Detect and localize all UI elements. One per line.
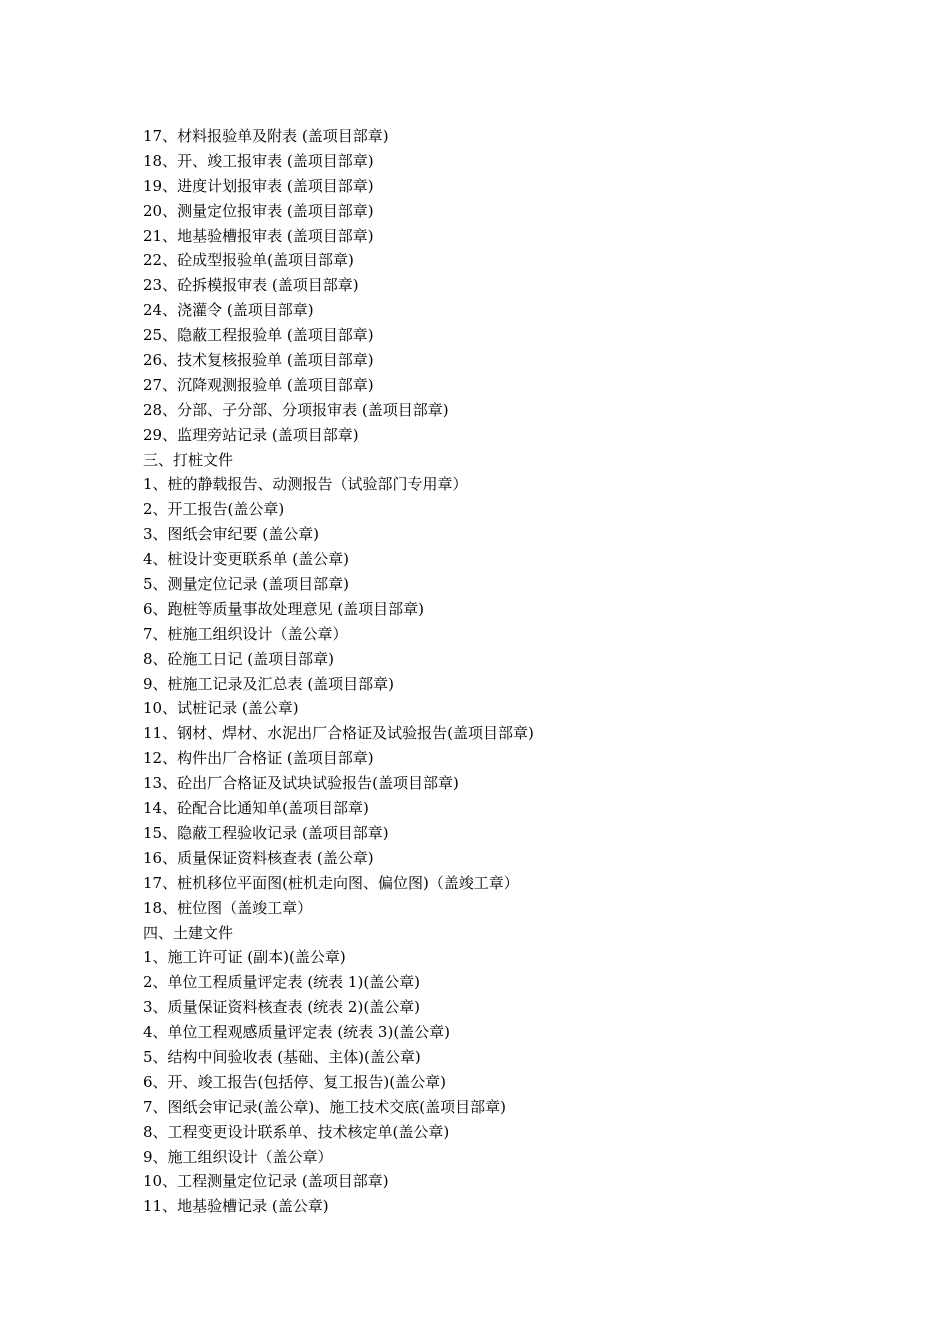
document-line: 18、桩位图（盖竣工章） — [143, 898, 313, 917]
document-line: 13、砼出厂合格证及试块试验报告(盖项目部章) — [143, 774, 459, 793]
document-line: 12、构件出厂合格证 (盖项目部章) — [143, 749, 374, 768]
document-line: 1、施工许可证 (副本)(盖公章) — [143, 948, 346, 967]
document-line: 2、开工报告(盖公章) — [143, 500, 285, 519]
document-line: 三、打桩文件 — [143, 450, 234, 469]
document-line: 28、分部、子分部、分项报审表 (盖项目部章) — [143, 400, 449, 419]
document-line: 5、结构中间验收表 (基础、主体)(盖公章) — [143, 1047, 421, 1066]
document-line: 7、桩施工组织设计（盖公章） — [143, 624, 348, 643]
document-line: 8、工程变更设计联系单、技术核定单(盖公章) — [143, 1122, 450, 1141]
document-line: 6、跑桩等质量事故处理意见 (盖项目部章) — [143, 599, 425, 618]
document-line: 14、砼配合比通知单(盖项目部章) — [143, 799, 369, 818]
document-line: 18、开、竣工报审表 (盖项目部章) — [143, 151, 374, 170]
document-line: 9、施工组织设计（盖公章） — [143, 1147, 333, 1166]
document-line: 17、材料报验单及附表 (盖项目部章) — [143, 127, 389, 145]
document-line: 16、质量保证资料核查表 (盖公章) — [143, 848, 374, 867]
document-line: 25、隐蔽工程报验单 (盖项目部章) — [143, 326, 374, 345]
document-line: 11、钢材、焊材、水泥出厂合格证及试验报告(盖项目部章) — [143, 724, 534, 743]
document-line: 8、砼施工日记 (盖项目部章) — [143, 649, 335, 668]
document-line: 24、浇灌令 (盖项目部章) — [143, 301, 314, 320]
document-line: 20、测量定位报审表 (盖项目部章) — [143, 201, 374, 220]
document-line: 10、试桩记录 (盖公章) — [143, 699, 299, 718]
document-line: 11、地基验槽记录 (盖公章) — [143, 1197, 329, 1216]
document-line: 15、隐蔽工程验收记录 (盖项目部章) — [143, 823, 389, 842]
document-line: 27、沉降观测报验单 (盖项目部章) — [143, 375, 374, 394]
document-line: 3、质量保证资料核查表 (统表 2)(盖公章) — [143, 998, 421, 1017]
document-line: 29、监理旁站记录 (盖项目部章) — [143, 425, 359, 444]
document-line: 19、进度计划报审表 (盖项目部章) — [143, 176, 374, 195]
document-line: 7、图纸会审记录(盖公章)、施工技术交底(盖项目部章) — [143, 1097, 506, 1116]
document-list — [143, 124, 534, 1219]
document-line: 4、单位工程观感质量评定表 (统表 3)(盖公章) — [143, 1023, 451, 1042]
document-line: 21、地基验槽报审表 (盖项目部章) — [143, 226, 374, 245]
document-line: 4、桩设计变更联系单 (盖公章) — [143, 550, 350, 569]
document-line: 2、单位工程质量评定表 (统表 1)(盖公章) — [143, 973, 421, 992]
document-line: 1、桩的静载报告、动测报告（试验部门专用章） — [143, 475, 468, 494]
document-line: 5、测量定位记录 (盖项目部章) — [143, 575, 350, 594]
document-line: 3、图纸会审纪要 (盖公章) — [143, 525, 320, 544]
document-line: 9、桩施工记录及汇总表 (盖项目部章) — [143, 674, 395, 693]
document-line: 23、砼拆模报审表 (盖项目部章) — [143, 276, 359, 295]
document-line: 26、技术复核报验单 (盖项目部章) — [143, 351, 374, 370]
document-line: 17、桩机移位平面图(桩机走向图、偏位图)（盖竣工章） — [143, 873, 519, 892]
document-line: 四、土建文件 — [143, 923, 234, 942]
document-line: 6、开、竣工报告(包括停、复工报告)(盖公章) — [143, 1072, 446, 1091]
document-line: 10、工程测量定位记录 (盖项目部章) — [143, 1172, 389, 1191]
document-line: 22、砼成型报验单(盖项目部章) — [143, 251, 354, 270]
